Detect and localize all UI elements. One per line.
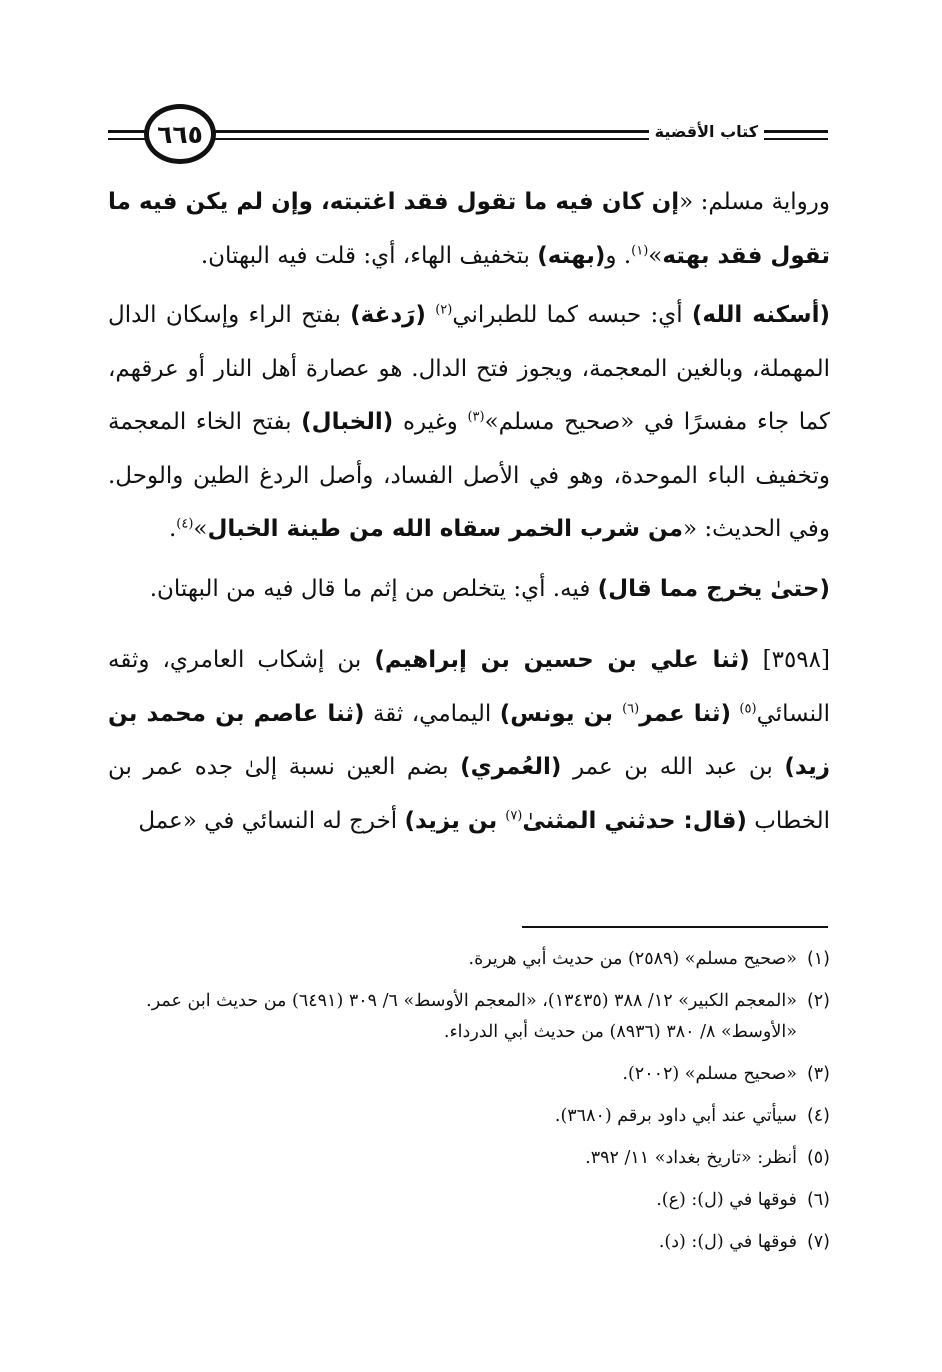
footnote-ref: (٥) xyxy=(739,700,757,716)
footnote-text: «المعجم الكبير» ١٢/ ٣٨٨ (١٣٤٣٥)، «المعجم الأوسط» ٦/ ٣٠٩ (٦٤٩١) من حديث ابن عمر. «الأوسط» ٨/ ٣٨٠ (٨٩٣٦) من حديث أبي الدرداء. xyxy=(146,991,797,1042)
footnote-number: (٧) xyxy=(806,1232,830,1252)
footnote-text: «صحيح مسلم» (٢٠٠٢). xyxy=(622,1064,797,1084)
page-header xyxy=(108,104,828,174)
bold-text: (قال: حدثني المثنىٰ xyxy=(522,807,747,834)
footnote xyxy=(108,1185,830,1216)
body-text: » xyxy=(648,242,663,269)
body-text: بفتح الخاء المعجمة وتخفيف الباء الموحدة، وهو في الأصل الفساد، وأصل الردغ الطين والوحل. وفي الحديث: « xyxy=(108,409,830,542)
body-text: بن إشكاب العامري، وثقه النسائي xyxy=(108,647,830,727)
body-text: اليمامي، ثقة xyxy=(364,700,500,727)
footnote-ref: (٧) xyxy=(505,807,523,823)
footnote-number: (١) xyxy=(806,949,830,969)
body-text: [٣٥٩٨] xyxy=(749,647,830,673)
paragraph xyxy=(108,563,830,617)
footnote-text: فوقها في (ل): (ع). xyxy=(656,1190,797,1210)
bold-text: (العُمري) xyxy=(460,754,562,780)
footnote-ref: (٢) xyxy=(435,302,453,318)
footnote xyxy=(108,986,830,1048)
bold-text: (الخبال) xyxy=(301,409,394,435)
main-text xyxy=(108,176,830,848)
footnote-separator xyxy=(522,926,828,928)
bold-text: من شرب الخمر سقاه الله من طينة الخبال xyxy=(207,516,683,542)
footnote xyxy=(108,1143,830,1174)
bold-text: (ثنا عاصم بن محمد بن زيد) xyxy=(108,700,830,780)
footnote-number: (٤) xyxy=(806,1106,830,1126)
footnote-number: (٣) xyxy=(806,1064,830,1084)
paragraph xyxy=(108,176,830,283)
bold-text: بن يونس) xyxy=(499,700,623,727)
body-text xyxy=(426,302,435,328)
body-text: فيه. أي: يتخلص من إثم ما قال فيه من البهتان. xyxy=(149,575,598,602)
bold-text: (أسكنه الله) xyxy=(691,302,830,328)
paragraph xyxy=(108,289,830,557)
footnote-ref: (٣) xyxy=(467,409,485,425)
body-text: أي: حبسه كما للطبراني xyxy=(452,302,692,328)
footnote-text: فوقها في (ل): (د). xyxy=(658,1232,797,1252)
body-text: ورواية مسلم: « xyxy=(679,189,830,215)
footnote-number: (٦) xyxy=(806,1190,830,1210)
body-text: بتخفيف الهاء، أي: قلت فيه البهتان. xyxy=(200,242,538,269)
bold-text: (ثنا عمر xyxy=(639,700,731,727)
body-text: . و xyxy=(605,242,632,269)
body-text: » xyxy=(193,516,208,542)
bold-text: (حتىٰ يخرج مما قال) xyxy=(597,575,830,602)
footnote-text: أنظر: «تاريخ بغداد» ١١/ ٣٩٢. xyxy=(585,1148,797,1168)
footnote-number: (٢) xyxy=(806,991,830,1011)
body-text: . xyxy=(168,516,177,542)
page-number: ٦٦٥ xyxy=(144,104,216,164)
footnote xyxy=(108,1227,830,1258)
footnote xyxy=(108,1101,830,1132)
paragraph xyxy=(108,634,830,848)
footnote-number: (٥) xyxy=(806,1148,830,1168)
body-text: بن عبد الله بن عمر xyxy=(561,754,785,780)
body-text: أخرج له النسائي في «عمل xyxy=(138,807,405,834)
bold-text: (ثنا علي بن حسين بن إبراهيم) xyxy=(374,647,750,673)
bold-text: إن كان فيه ما تقول فقد اغتبته، وإن لم يكن فيه ما تقول فقد بهته xyxy=(108,189,830,269)
body-text: وغيره xyxy=(393,409,468,435)
running-title: كتاب الأقضية xyxy=(649,122,764,141)
footnote-ref: (١) xyxy=(631,242,649,258)
footnote-text: «صحيح مسلم» (٢٥٨٩) من حديث أبي هريرة. xyxy=(468,949,797,969)
body-text: بضم العين نسبة إلىٰ جده عمر بن الخطاب xyxy=(108,754,830,834)
footnotes xyxy=(108,944,830,1269)
body-text: بفتح الراء وإسكان الدال المهملة، وبالغين المعجمة، ويجوز فتح الدال. هو عصارة أهل النار أو عرقهم، كما جاء مفسرًا في «صحيح مسلم» xyxy=(108,302,830,435)
bold-text: (بهته) xyxy=(537,242,606,269)
bold-text: بن يزيد) xyxy=(404,807,506,834)
footnote-text: سيأتي عند أبي داود برقم (٣٦٨٠). xyxy=(554,1106,797,1126)
header-rule-left xyxy=(108,130,148,133)
footnote xyxy=(108,944,830,975)
footnote xyxy=(108,1059,830,1090)
header-rule-left-thin xyxy=(108,138,148,140)
footnote-ref: (٦) xyxy=(622,700,640,716)
footnote-ref: (٤) xyxy=(176,516,194,532)
bold-text: (رَدغة) xyxy=(350,302,426,328)
